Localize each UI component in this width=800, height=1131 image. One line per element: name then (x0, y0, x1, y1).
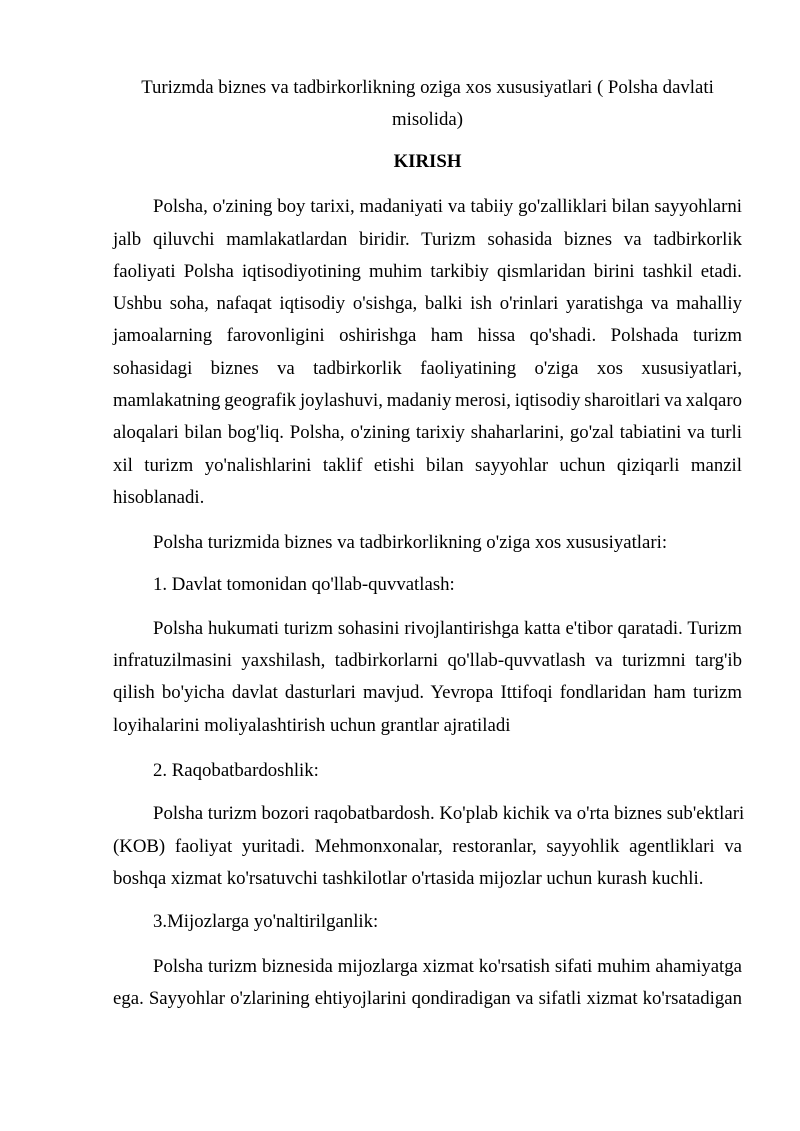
text-line: Polsha, o'zining boy tarixi, madaniyati va tabiiy go'zalliklari bilan sayyohlarni (153, 196, 742, 218)
text-line: 2. Raqobatbardoshlik: (153, 760, 319, 782)
text-line: qilish bo'yicha davlat dasturlari mavjud. Yevropa Ittifoqi fondlaridan ham turizm (113, 682, 742, 704)
paragraph-features-intro (113, 527, 742, 559)
text-line: Ushbu soha, nafaqat iqtisodiy o'sishga, balki ish o'rinlari yaratishga va mahalliy (113, 293, 742, 315)
paragraph-customer-orientation (113, 951, 742, 1016)
section-heading: KIRISH (393, 151, 462, 172)
text-line: jalb qiluvchi mamlakatlardan biridir. Turizm sohasida biznes va tadbirkorlik (113, 228, 742, 250)
title-line: misolida) (392, 109, 463, 130)
text-line: loyihalarini moliyalashtirish uchun grantlar ajratiladi (113, 714, 511, 736)
text-line: Polsha turizm bozori raqobatbardosh. Ko'plab kichik va o'rta biznes sub'ektlari (153, 803, 745, 825)
paragraph-competitiveness (113, 798, 745, 895)
text-line: ega. Sayyohlar o'zlarining ehtiyojlarini qondiradigan va sifatli xizmat ko'rsatadigan (113, 987, 742, 1009)
text-line: mamlakatning geografik joylashuvi, madaniy merosi, iqtisodiy sharoitlari va xalqaro (113, 390, 742, 412)
text-line: boshqa xizmat ko'rsatuvchi tashkilotlar o'rtasida mijozlar uchun kurash kuchli. (113, 867, 704, 889)
text-line: jamoalarning farovonligini oshirishga ham hissa qo'shadi. Polshada turizm (113, 325, 742, 347)
list-heading-competitiveness (113, 755, 742, 787)
text-line: aloqalari bilan bog'liq. Polsha, o'zining tarixiy shaharlarini, go'zal tabiatini va turli (113, 422, 742, 444)
list-heading-customer-orientation (113, 906, 742, 938)
text-line: faoliyati Polsha iqtisodiyotining muhim tarkibiy qismlaridan birini tashkil etadi. (113, 260, 742, 282)
text-line: infratuzilmasini yaxshilash, tadbirkorlarni qo'llab-quvvatlash va turizmni targ'ib (113, 650, 742, 672)
text-line: Polsha turizm biznesida mijozlarga xizmat ko'rsatish sifati muhim ahamiyatga (153, 955, 742, 977)
text-line: 1. Davlat tomonidan qo'llab-quvvatlash: (153, 573, 455, 595)
text-line: sohasidagi biznes va tadbirkorlik faoliyatining o'ziga xos xususiyatlari, (113, 357, 742, 379)
text-line: 3.Mijozlarga yo'naltirilganlik: (153, 911, 379, 933)
list-heading-state-support (113, 569, 742, 601)
paragraph-state-support (113, 613, 742, 742)
text-line: hisoblanadi. (113, 486, 205, 508)
document-title (113, 72, 742, 136)
paragraph-introduction (113, 191, 742, 514)
text-line: (KOB) faoliyat yuritadi. Mehmonxonalar, restoranlar, sayyohlik agentliklari va (113, 835, 742, 857)
text-line: Polsha hukumati turizm sohasini rivojlantirishga katta e'tibor qaratadi. Turizm (153, 617, 742, 639)
document-page (113, 72, 745, 1015)
title-line: Turizmda biznes va tadbirkorlikning oziga xos xususiyatlari ( Polsha davlati (141, 77, 714, 98)
text-line: Polsha turizmida biznes va tadbirkorlikning o'ziga xos xususiyatlari: (153, 532, 668, 554)
text-line: xil turizm yo'nalishlarini taklif etishi bilan sayyohlar uchun qiziqarli manzil (113, 454, 742, 476)
